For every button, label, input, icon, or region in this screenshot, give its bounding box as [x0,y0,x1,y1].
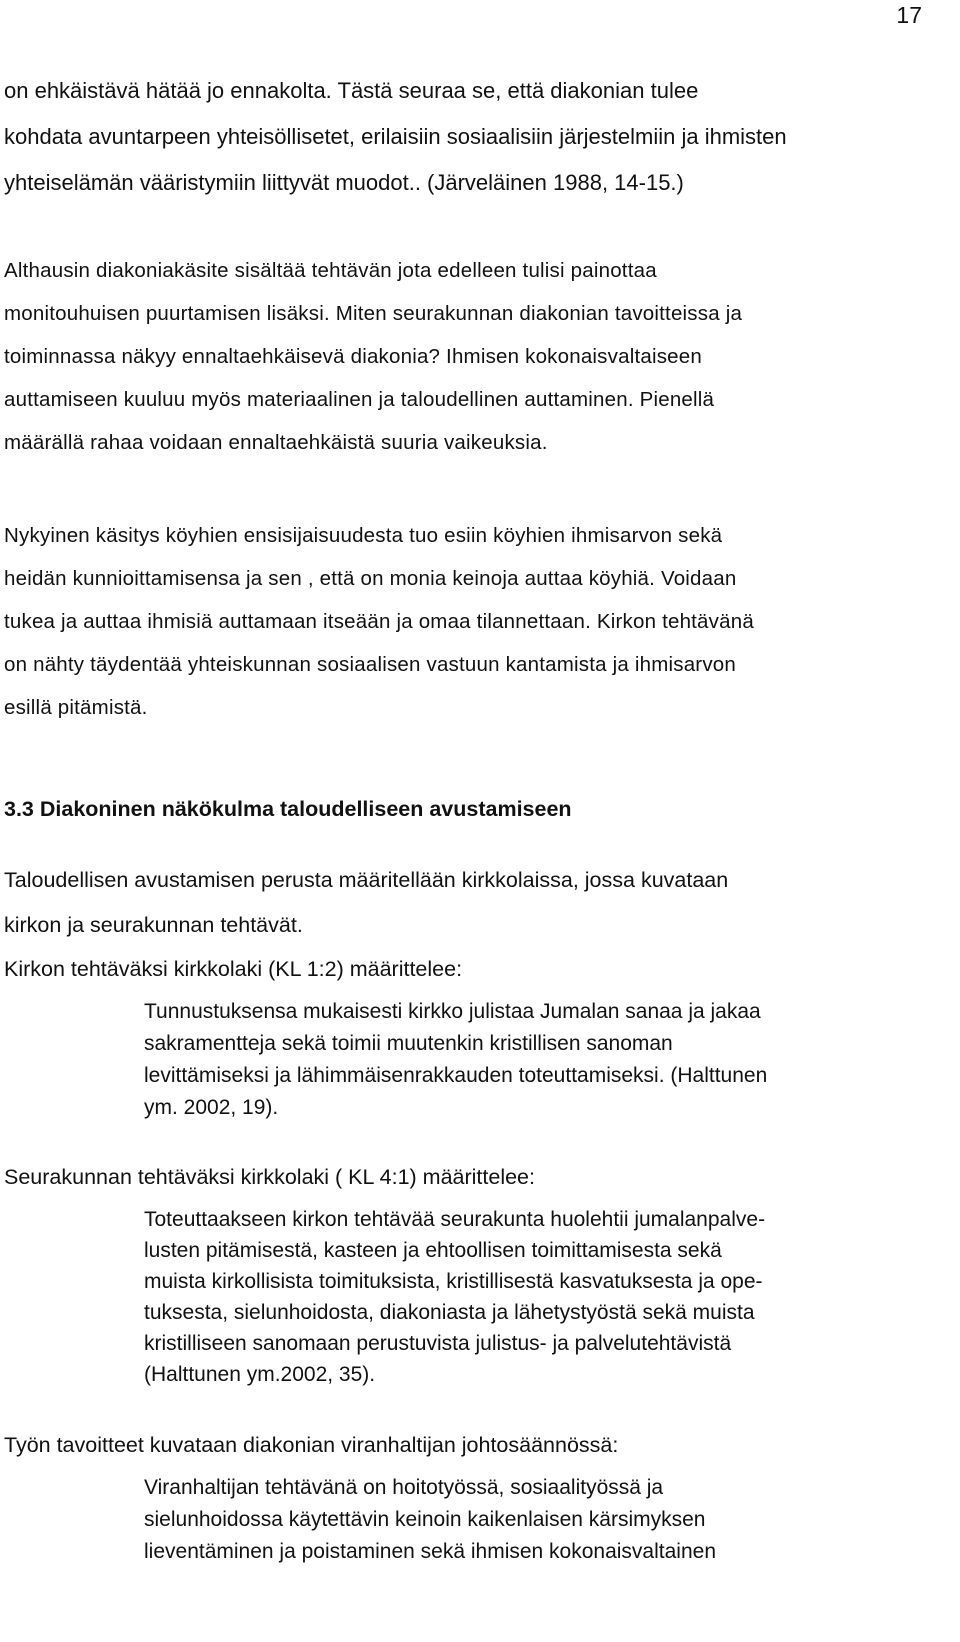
intro-line: Seurakunnan tehtäväksi kirkkolaki ( KL 4:1) määrittelee: [4,1165,535,1189]
quote-line: Tunnustuksensa mukaisesti kirkko julistaa Jumalan sanaa ja jakaa [144,1000,761,1023]
text-line: toiminnassa näkyy ennaltaehkäisevä diakonia? Ihmisen kokonaisvaltaiseen [4,345,702,368]
quote-line: Toteuttaakseen kirkon tehtävää seurakunta huolehtii jumalanpalve- [144,1208,766,1231]
text-line: Althausin diakoniakäsite sisältää tehtävän jota edelleen tulisi painottaa [4,259,657,282]
quote-line: ym. 2002, 19). [144,1096,279,1119]
text-line: yhteiselämän vääristymiin liittyvät muodot.. (Järveläinen 1988, 14-15.) [4,170,684,195]
text-line: monitouhuisen puurtamisen lisäksi. Miten seurakunnan diakonian tavoitteissa ja [4,302,743,325]
text-line: määrällä rahaa voidaan ennaltaehkäistä suuria vaikeuksia. [4,431,548,454]
quote-line: levittämiseksi ja lähimmäisenrakkauden toteuttamiseksi. (Halttunen [144,1064,768,1087]
quote-line: lieventäminen ja poistaminen sekä ihmisen kokonaisvaltainen [144,1540,716,1563]
page-number: 17 [896,2,922,28]
text-line: auttamiseen kuuluu myös materiaalinen ja taloudellinen auttaminen. Pienellä [4,388,715,411]
text-line: on ehkäistävä hätää jo ennakolta. Tästä seuraa se, että diakonian tulee [4,78,699,103]
quote-line: Viranhaltijan tehtävänä on hoitotyössä, sosiaalityössä ja [144,1476,664,1499]
text-line: Nykyinen käsitys köyhien ensisijaisuudesta tuo esiin köyhien ihmisarvon sekä [4,524,723,547]
intro-line: Työn tavoitteet kuvataan diakonian viranhaltijan johtosäännössä: [4,1433,619,1457]
quote-line: sakramentteja sekä toimii muutenkin kristillisen sanoman [144,1032,673,1055]
quote-line: kristilliseen sanomaan perustuvista julistus- ja palvelutehtävistä [144,1332,732,1355]
quote-line: sielunhoidossa käytettävin keinoin kaikenlaisen kärsimyksen [144,1508,706,1531]
section-heading: 3.3 Diakoninen näkökulma taloudelliseen avustamiseen [4,797,572,821]
text-line: esillä pitämistä. [4,696,148,719]
quote-line: (Halttunen ym.2002, 35). [144,1363,376,1386]
quote-line: muista kirkollisista toimituksista, kristillisestä kasvatuksesta ja ope- [144,1270,763,1293]
intro-line: Kirkon tehtäväksi kirkkolaki (KL 1:2) määrittelee: [4,957,463,981]
text-line: on nähty täydentää yhteiskunnan sosiaalisen vastuun kantamista ja ihmisarvon [4,653,736,676]
quote-line: tuksesta, sielunhoidosta, diakoniasta ja lähetystyöstä sekä muista [144,1301,755,1324]
text-line: tukea ja auttaa ihmisiä auttamaan itseään ja omaa tilannettaan. Kirkon tehtävänä [4,610,754,633]
text-line: kirkon ja seurakunnan tehtävät. [4,913,303,937]
quote-line: lusten pitämisestä, kasteen ja ehtoollisen toimittamisesta sekä [144,1239,722,1262]
text-line: heidän kunnioittamisensa ja sen , että on monia keinoja auttaa köyhiä. Voidaan [4,567,737,590]
text-line: kohdata avuntarpeen yhteisöllisetet, erilaisiin sosiaalisiin järjestelmiin ja ihmisten [4,124,787,149]
text-line: Taloudellisen avustamisen perusta määritellään kirkkolaissa, jossa kuvataan [4,868,729,892]
